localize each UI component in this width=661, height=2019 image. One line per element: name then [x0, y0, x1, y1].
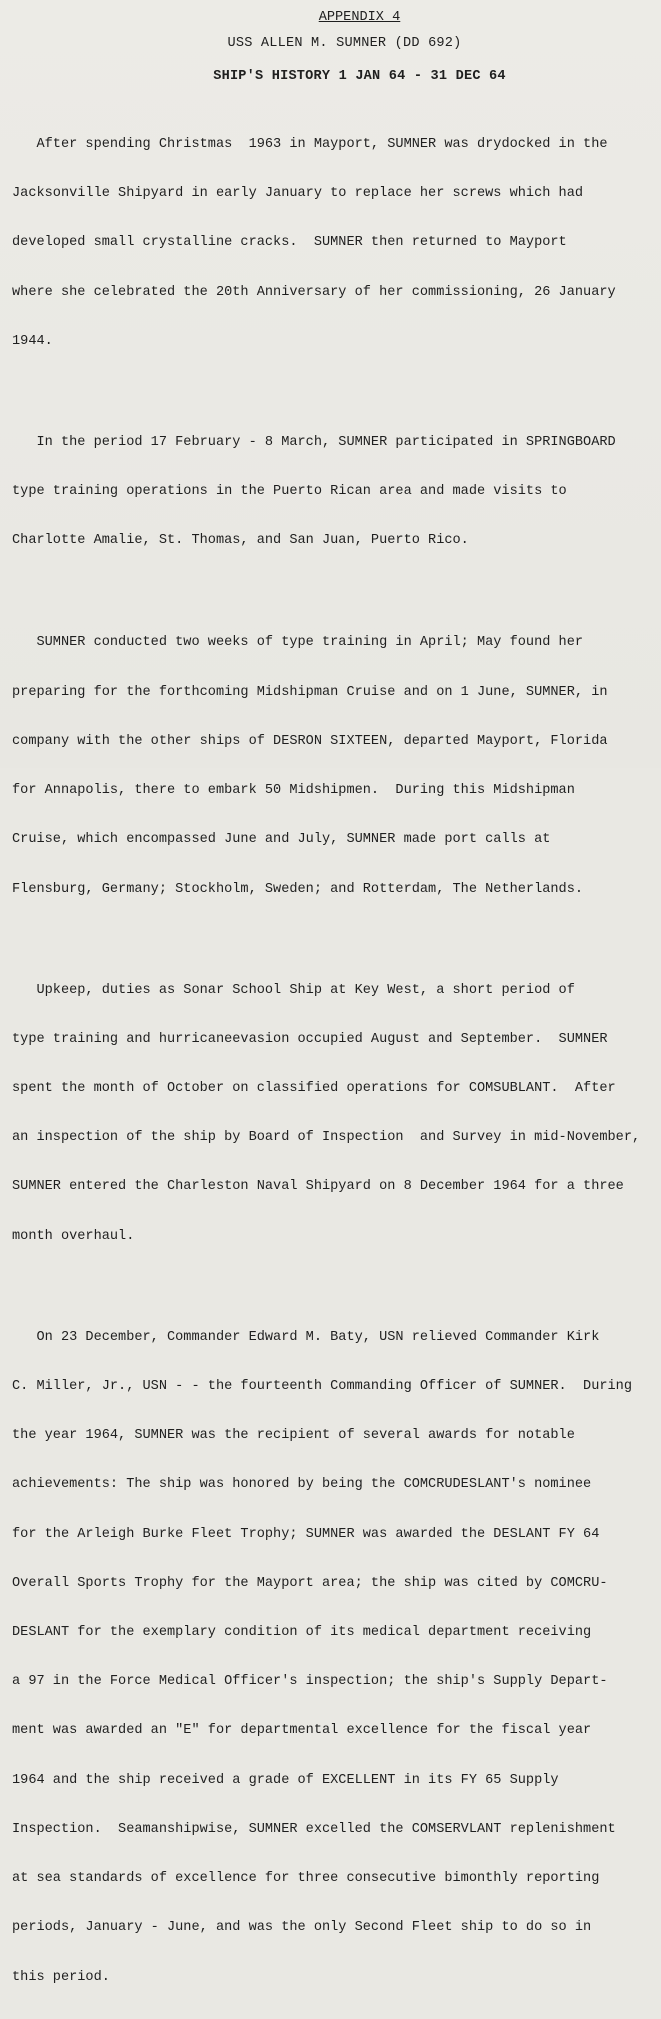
appendix-heading: APPENDIX 4	[318, 10, 401, 25]
text-line: type training and hurricaneevasion occupied August and September. SUMNER	[12, 1031, 608, 1047]
text-line: In the period 17 February - 8 March, SUMNER participated in SPRINGBOARD	[12, 434, 616, 450]
text-line: a 97 in the Force Medical Officer's inspection; the ship's Supply Depart-	[12, 1674, 608, 1690]
text-line: C. Miller, Jr., USN - - the fourteenth Commanding Officer of SUMNER. During	[12, 1378, 632, 1394]
text-line: for the Arleigh Burke Fleet Trophy; SUMNER was awarded the DESLANT FY 64	[12, 1526, 600, 1542]
text-line: an inspection of the ship by Board of Inspection and Survey in mid-November,	[12, 1130, 641, 1146]
paragraph-change-of-command-awards	[12, 1297, 637, 2019]
text-line: this period.	[12, 1969, 110, 1985]
text-line: spent the month of October on classified operations for COMSUBLANT. After	[12, 1080, 616, 1096]
text-line: 1944.	[12, 333, 53, 349]
paragraph-midshipman-cruise	[12, 603, 637, 931]
text-line: ment was awarded an "E" for departmental excellence for the fiscal year	[12, 1723, 592, 1739]
text-line: developed small crystalline cracks. SUMNER then returned to Mayport	[12, 235, 567, 251]
text-line: the year 1964, SUMNER was the recipient of several awards for notable	[12, 1428, 575, 1444]
text-line: Flensburg, Germany; Stockholm, Sweden; and Rotterdam, The Netherlands.	[12, 881, 584, 897]
text-line: DESLANT for the exemplary condition of its medical department receiving	[12, 1624, 592, 1640]
text-line: SUMNER entered the Charleston Naval Shipyard on 8 December 1964 for a three	[12, 1179, 624, 1195]
text-line: at sea standards of excellence for three consecutive bimonthly reporting	[12, 1871, 600, 1887]
text-line: month overhaul.	[12, 1228, 135, 1244]
text-line: After spending Christmas 1963 in Mayport, SUMNER was drydocked in the	[12, 137, 608, 153]
text-line: On 23 December, Commander Edward M. Baty, USN relieved Commander Kirk	[12, 1329, 600, 1345]
text-line: Inspection. Seamanshipwise, SUMNER excelled the COMSERVLANT replenishment	[12, 1821, 616, 1837]
text-line: achievements: The ship was honored by being the COMCRUDESLANT's nominee	[12, 1477, 592, 1493]
text-line: preparing for the forthcoming Midshipman Cruise and on 1 June, SUMNER, in	[12, 684, 608, 700]
text-line: Charlotte Amalie, St. Thomas, and San Juan, Puerto Rico.	[12, 533, 469, 549]
text-line: Cruise, which encompassed June and July, SUMNER made port calls at	[12, 832, 551, 848]
text-line: 1964 and the ship received a grade of EXCELLENT in its FY 65 Supply	[12, 1772, 559, 1788]
text-line: company with the other ships of DESRON SIXTEEN, departed Mayport, Florida	[12, 733, 608, 749]
text-line: SUMNER conducted two weeks of type training in April; May found her	[12, 635, 584, 651]
history-title: SHIP'S HISTORY 1 JAN 64 - 31 DEC 64	[213, 68, 506, 84]
text-line: periods, January - June, and was the only Second Fleet ship to do so in	[12, 1920, 592, 1936]
text-line: where she celebrated the 20th Anniversary of her commissioning, 26 January	[12, 284, 616, 300]
paragraph-springboard	[12, 402, 637, 582]
text-line: type training operations in the Puerto Rican area and made visits to	[12, 484, 567, 500]
text-line: for Annapolis, there to embark 50 Midshipmen. During this Midshipman	[12, 783, 575, 799]
text-line: Upkeep, duties as Sonar School Ship at Key West, a short period of	[12, 982, 575, 998]
text-line: Jacksonville Shipyard in early January to replace her screws which had	[12, 186, 584, 202]
text-line: Overall Sports Trophy for the Mayport area; the ship was cited by COMCRU-	[12, 1575, 608, 1591]
ship-name-heading: USS ALLEN M. SUMNER (DD 692)	[227, 36, 462, 52]
paragraph-drydock	[12, 104, 637, 383]
paragraph-upkeep-overhaul	[12, 950, 641, 1278]
